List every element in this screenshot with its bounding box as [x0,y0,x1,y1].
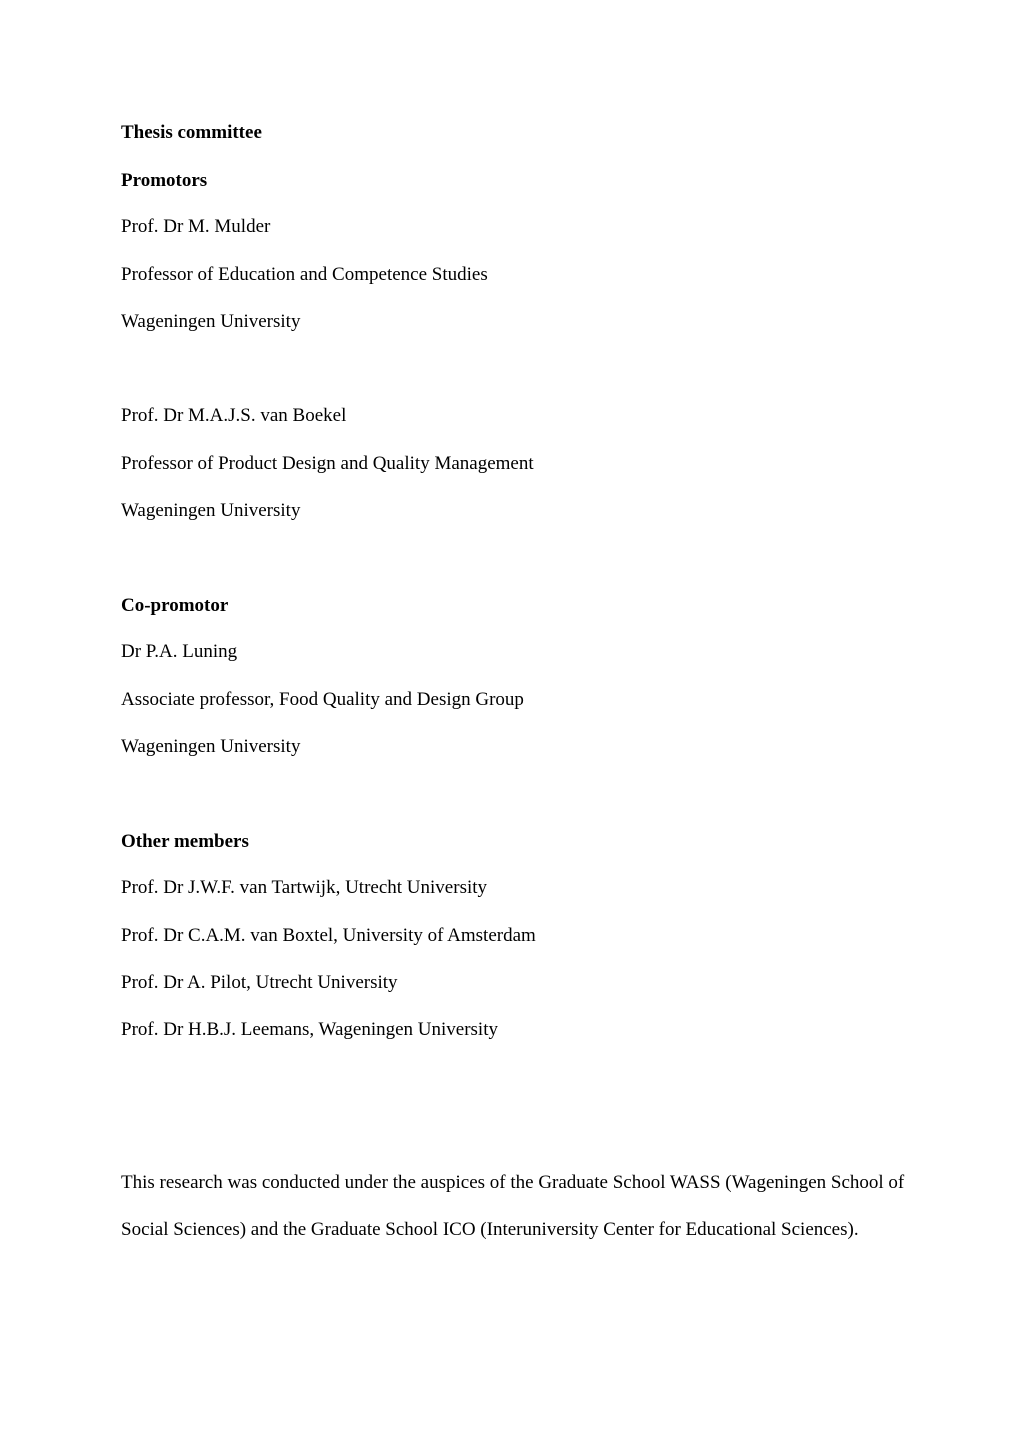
promotor-1-name: Prof. Dr M. Mulder [121,216,271,237]
other-member-1: Prof. Dr J.W.F. van Tartwijk, Utrecht University [121,877,488,898]
other-members-heading: Other members [121,831,249,852]
thesis-committee-heading: Thesis committee [121,122,262,143]
promotor-2-name: Prof. Dr M.A.J.S. van Boekel [121,405,347,426]
research-note-paragraph: This research was conducted under the auspices of the Graduate School WASS (Wageningen School of Social Sciences) and the Graduate School ICO (Interuniversity Center for Educational Sciences). [121,1172,905,1241]
promotor-1-title: Professor of Education and Competence Studies [121,264,488,285]
other-member-2: Prof. Dr C.A.M. van Boxtel, University of Amsterdam [121,925,536,946]
copromotor-heading: Co-promotor [121,595,229,616]
copromotor-title: Associate professor, Food Quality and Design Group [121,689,524,710]
promotor-1-affiliation: Wageningen University [121,311,301,332]
other-member-4: Prof. Dr H.B.J. Leemans, Wageningen University [121,1019,498,1040]
copromotor-name: Dr P.A. Luning [121,641,238,662]
promotors-heading: Promotors [121,170,208,191]
promotor-2-title: Professor of Product Design and Quality Management [121,453,534,474]
other-member-3: Prof. Dr A. Pilot, Utrecht University [121,972,398,993]
promotor-2-affiliation: Wageningen University [121,500,301,521]
copromotor-affiliation: Wageningen University [121,736,301,757]
